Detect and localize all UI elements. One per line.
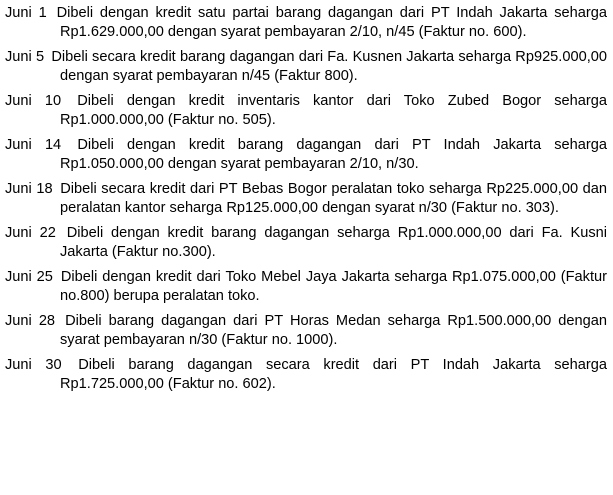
transaction-entry bbox=[5, 224, 607, 261]
transaction-date: Juni 10 bbox=[5, 93, 62, 109]
transaction-date: Juni 14 bbox=[5, 137, 62, 153]
transaction-text: Dibeli barang dagangan dari PT Horas Medan seharga Rp1.500.000,00 dengan syarat pembayaran n/30 (Faktur no. 1000). bbox=[60, 313, 608, 348]
transaction-entry bbox=[5, 268, 607, 305]
transaction-list bbox=[5, 4, 607, 400]
transaction-entry bbox=[5, 312, 607, 349]
transaction-date: Juni 28 bbox=[5, 313, 56, 329]
transaction-date: Juni 18 bbox=[5, 181, 53, 197]
transaction-entry bbox=[5, 136, 607, 173]
transaction-date: Juni 25 bbox=[5, 269, 53, 285]
transaction-entry bbox=[5, 48, 607, 85]
transaction-text: Dibeli dengan kredit satu partai barang dagangan dari PT Indah Jakarta seharga Rp1.629.000,00 dengan syarat pembayaran 2/10, n/45 (Faktur no. 600). bbox=[56, 5, 607, 40]
transaction-text: Dibeli dengan kredit dari Toko Mebel Jaya Jakarta seharga Rp1.075.000,00 (Faktur no.800) berupa peralatan toko. bbox=[60, 269, 607, 304]
transaction-entry bbox=[5, 92, 607, 129]
transaction-date: Juni 1 bbox=[5, 5, 47, 21]
transaction-entry bbox=[5, 180, 607, 217]
transaction-text: Dibeli barang dagangan secara kredit dari PT Indah Jakarta seharga Rp1.725.000,00 (Faktur no. 602). bbox=[60, 357, 607, 392]
transaction-text: Dibeli dengan kredit barang dagangan dari PT Indah Jakarta seharga Rp1.050.000,00 dengan syarat pembayaran 2/10, n/30. bbox=[60, 137, 607, 172]
transaction-text: Dibeli dengan kredit barang dagangan seharga Rp1.000.000,00 dari Fa. Kusni Jakarta (Faktur no.300). bbox=[60, 225, 607, 260]
transaction-date: Juni 22 bbox=[5, 225, 56, 241]
transaction-text: Dibeli secara kredit dari PT Bebas Bogor peralatan toko seharga Rp225.000,00 dan peralatan kantor seharga Rp125.000,00 dengan syarat n/30 (Faktur no. 303). bbox=[60, 181, 608, 216]
transaction-entry bbox=[5, 4, 607, 41]
transaction-entry bbox=[5, 356, 607, 393]
transaction-date: Juni 5 bbox=[5, 49, 45, 65]
transaction-text: Dibeli secara kredit barang dagangan dari Fa. Kusnen Jakarta seharga Rp925.000,00 dengan syarat pembayaran n/45 (Faktur 800). bbox=[51, 49, 607, 84]
transaction-date: Juni 30 bbox=[5, 357, 62, 373]
transaction-text: Dibeli dengan kredit inventaris kantor dari Toko Zubed Bogor seharga Rp1.000.000,00 (Faktur no. 505). bbox=[60, 93, 607, 128]
